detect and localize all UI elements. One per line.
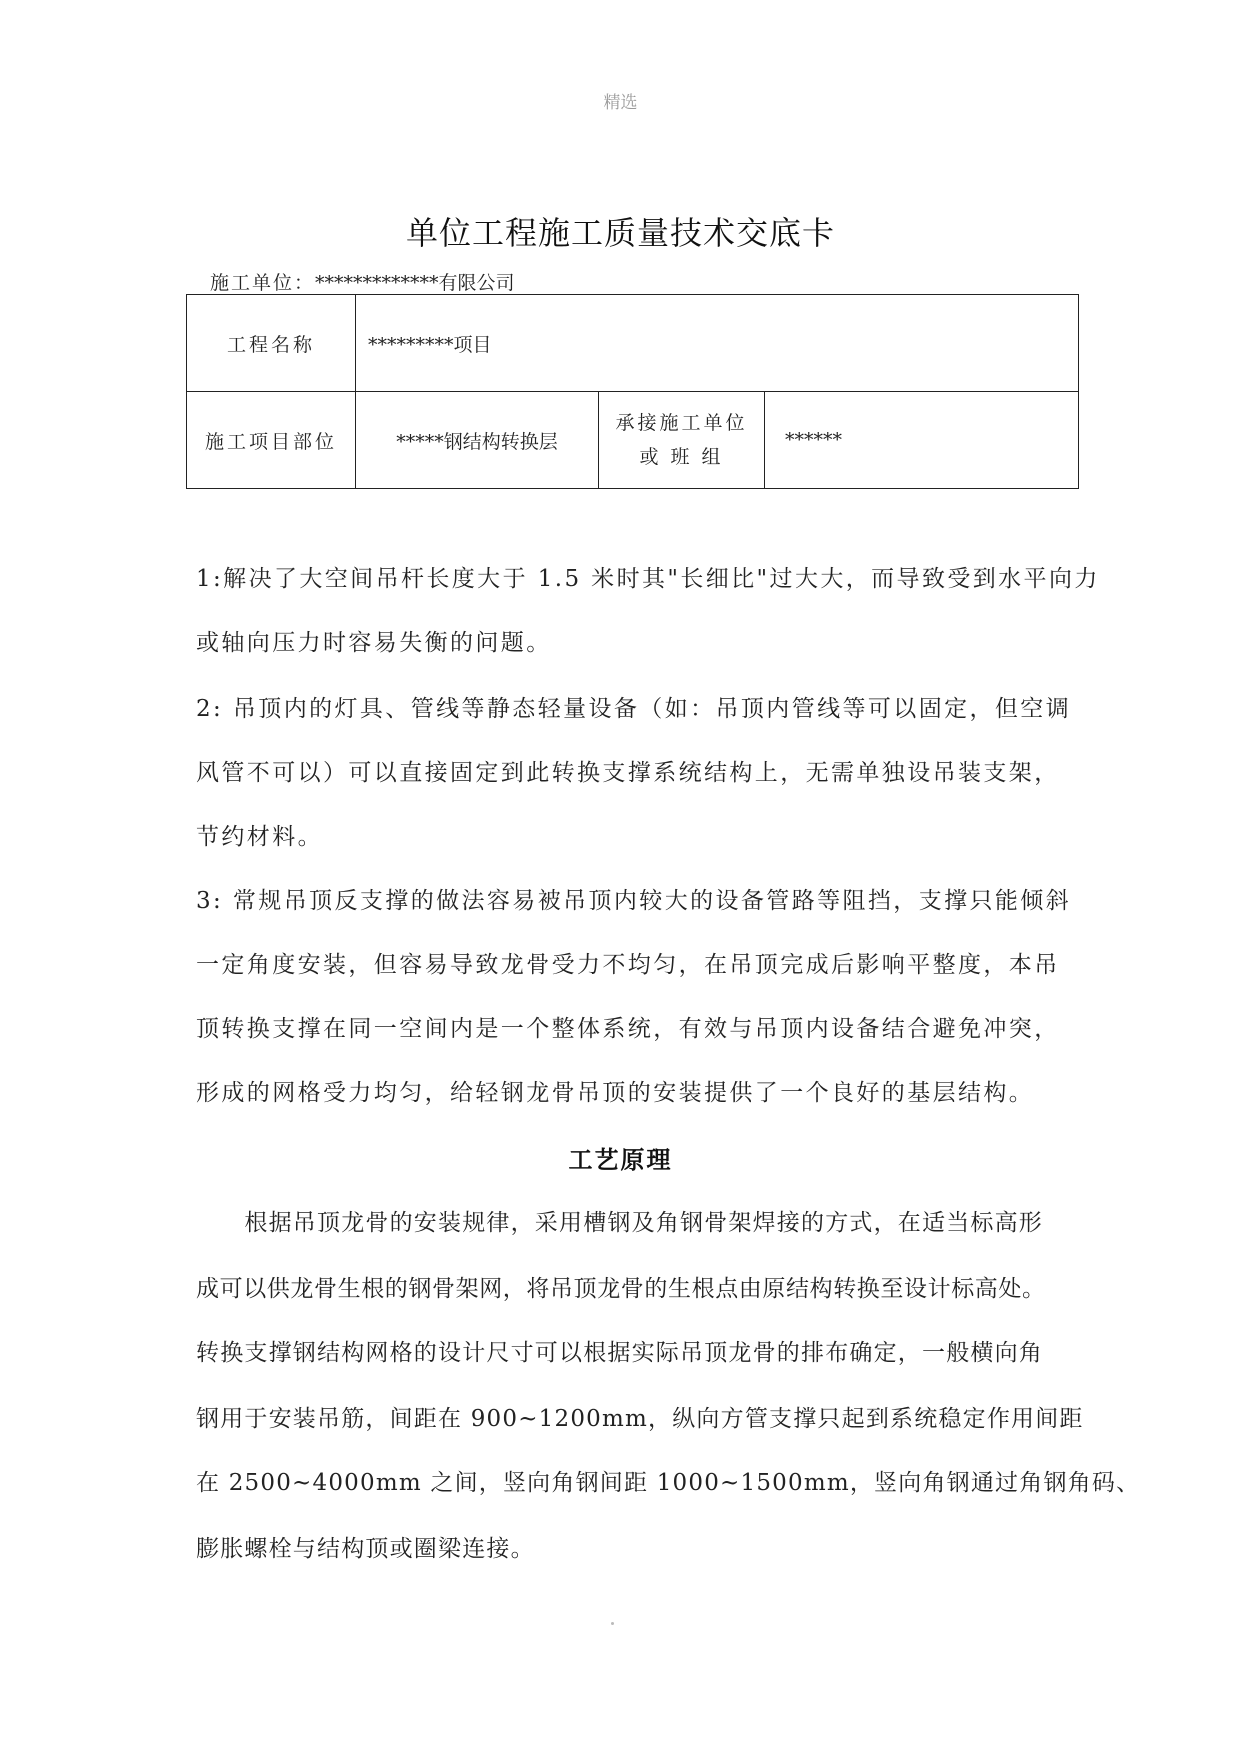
project-name-label: 工程名称 [187, 295, 356, 392]
table-row [187, 392, 1079, 489]
principle-line: 根据吊顶龙骨的安装规律，采用槽钢及角钢骨架焊接的方式，在适当标高形 [196, 1210, 1043, 1236]
paragraph-line: 或轴向压力时容易失衡的问题。 [196, 630, 552, 656]
project-name-value: *********项目 [356, 295, 1079, 392]
contractor-value: ****** [765, 392, 1079, 489]
contractor-label [599, 392, 765, 489]
part-value: *****钢结构转换层 [356, 392, 599, 489]
paragraph-line: 节约材料。 [196, 824, 323, 850]
info-table [186, 294, 1079, 489]
paragraph-line: 1:解决了大空间吊杆长度大于 1.5 米时其"长细比"过大大，而导致受到水平向力 [196, 566, 1100, 592]
document-title: 单位工程施工质量技术交底卡 [405, 214, 835, 252]
paragraph-line: 3: 常规吊顶反支撑的做法容易被吊顶内较大的设备管路等阻挡，支撑只能倾斜 [196, 888, 1072, 914]
company-line [210, 268, 515, 295]
principle-line: 钢用于安装吊筋，间距在 900~1200mm，纵向方管支撑只起到系统稳定作用间距 [196, 1406, 1084, 1432]
contractor-label-line1: 承接施工单位 [615, 412, 748, 434]
paragraph-line: 风管不可以）可以直接固定到此转换支撑系统结构上，无需单独设吊装支架， [196, 760, 1060, 786]
watermark-text: 精选 [603, 93, 638, 113]
paragraph-line: 一定角度安装，但容易导致龙骨受力不均匀，在吊顶完成后影响平整度，本吊 [196, 952, 1060, 978]
principle-line: 膨胀螺栓与结构顶或圈梁连接。 [196, 1536, 535, 1562]
part-label: 施工项目部位 [187, 392, 356, 489]
company-value: *************有限公司 [315, 272, 515, 294]
table-row [187, 295, 1079, 392]
principle-line: 成可以供龙骨生根的钢骨架网，将吊顶龙骨的生根点由原结构转换至设计标高处。 [196, 1276, 1046, 1302]
paragraph-line: 形成的网格受力均匀，给轻钢龙骨吊顶的安装提供了一个良好的基层结构。 [196, 1080, 1035, 1106]
contractor-label-line2: 或 班 组 [639, 446, 724, 468]
paragraph-line: 顶转换支撑在同一空间内是一个整体系统，有效与吊顶内设备结合避免冲突， [196, 1016, 1060, 1042]
principle-line: 转换支撑钢结构网格的设计尺寸可以根据实际吊顶龙骨的排布确定，一般横向角 [196, 1340, 1043, 1366]
paragraph-line: 2: 吊顶内的灯具、管线等静态轻量设备（如：吊顶内管线等可以固定，但空调 [196, 696, 1072, 722]
principle-line: 在 2500~4000mm 之间，竖向角钢间距 1000~1500mm，竖向角钢通过角钢角码、 [196, 1470, 1141, 1496]
footer-dot [611, 1622, 614, 1625]
section-heading: 工艺原理 [568, 1146, 673, 1174]
company-label: 施工单位： [210, 272, 316, 294]
